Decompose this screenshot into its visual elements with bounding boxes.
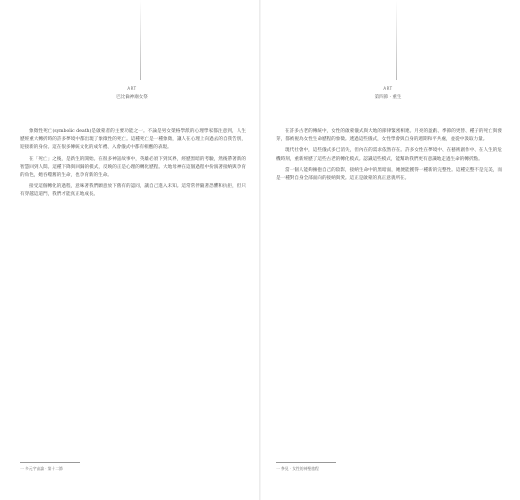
section-title: 第四節 · 重生 xyxy=(374,95,402,100)
paragraph: 接受這個轉化的過程，意味著我們願意放下舊有的認同，讓自己進入未知。這常常伴隨著恐懼和抗拒，但只有穿越這道門，我們才能真正地成長。 xyxy=(20,184,246,198)
decorative-line xyxy=(140,0,141,80)
paragraph: 在「死亡」之後，是新生的開始。在很多神話故事中，英雄必須下到冥界，經歷黑暗的考驗，然後帶著新的智慧回到人間。這種下降與回歸的模式，反映的正是心理的轉化歷程。大地母神在這個過程中扮演著接納與孕育的角色，她吞噬舊的生命，也孕育新的生命。 xyxy=(20,156,246,179)
chapter-label: ART xyxy=(383,86,393,91)
paragraph: 在許多古老的傳統中，女性的啟蒙儀式與大地的節律緊密相連。月亮的盈虧、季節的更替、種子的死亡與發芽，都被視為女性生命歷程的象徵。透過這些儀式，女性學會與自身的週期和平共處，並從中汲取力量。 xyxy=(276,129,502,143)
section-title: 巴比倫神廟女祭 xyxy=(116,95,148,100)
right-page xyxy=(268,0,508,500)
paragraph: 當一個人能夠擁抱自己的陰影，接納生命中的黑暗面，她便能獲得一種新的完整性。這種完整不是完美，而是一種對自身全部面向的接納與愛。這正是啟蒙的真正意義所在。 xyxy=(276,167,502,182)
left-page-body xyxy=(20,128,246,203)
footnote: 一 參見 · 女性的神聖旅程 xyxy=(276,466,319,471)
right-page-body xyxy=(276,128,502,186)
book-gutter xyxy=(259,0,261,500)
paragraph: 現代社會中，這些儀式多已消失，但內在的需求依然存在。許多女性在夢境中、在藝術創作中、在人生的危機時刻，重新經歷了這些古老的轉化模式。認識這些模式，能幫助我們更有意識地走過生命的轉折點。 xyxy=(276,148,502,162)
footnote-rule xyxy=(276,462,336,463)
footnote-rule xyxy=(20,462,80,463)
paragraph: 象徵性死亡(symbolic death)是啟蒙者的主要功能之一。不論是男女榮格學派的心理學家都注意到，人生歷經重大轉折時的許多夢境中都出現了象徵性的死亡。這種死亡是一種象徵，讓人在心理上向過去的自我告別，迎接新的身份。這在很多傳統文化的成年禮、入會儀式中都有相應的表現。 xyxy=(20,129,246,151)
right-page-heading xyxy=(268,86,508,100)
left-page xyxy=(12,0,252,500)
chapter-label: ART xyxy=(127,86,137,91)
decorative-line xyxy=(396,0,397,80)
left-page-heading xyxy=(12,86,252,100)
footnote: 一 多元宇宙論 · 第十二節 xyxy=(20,466,63,471)
